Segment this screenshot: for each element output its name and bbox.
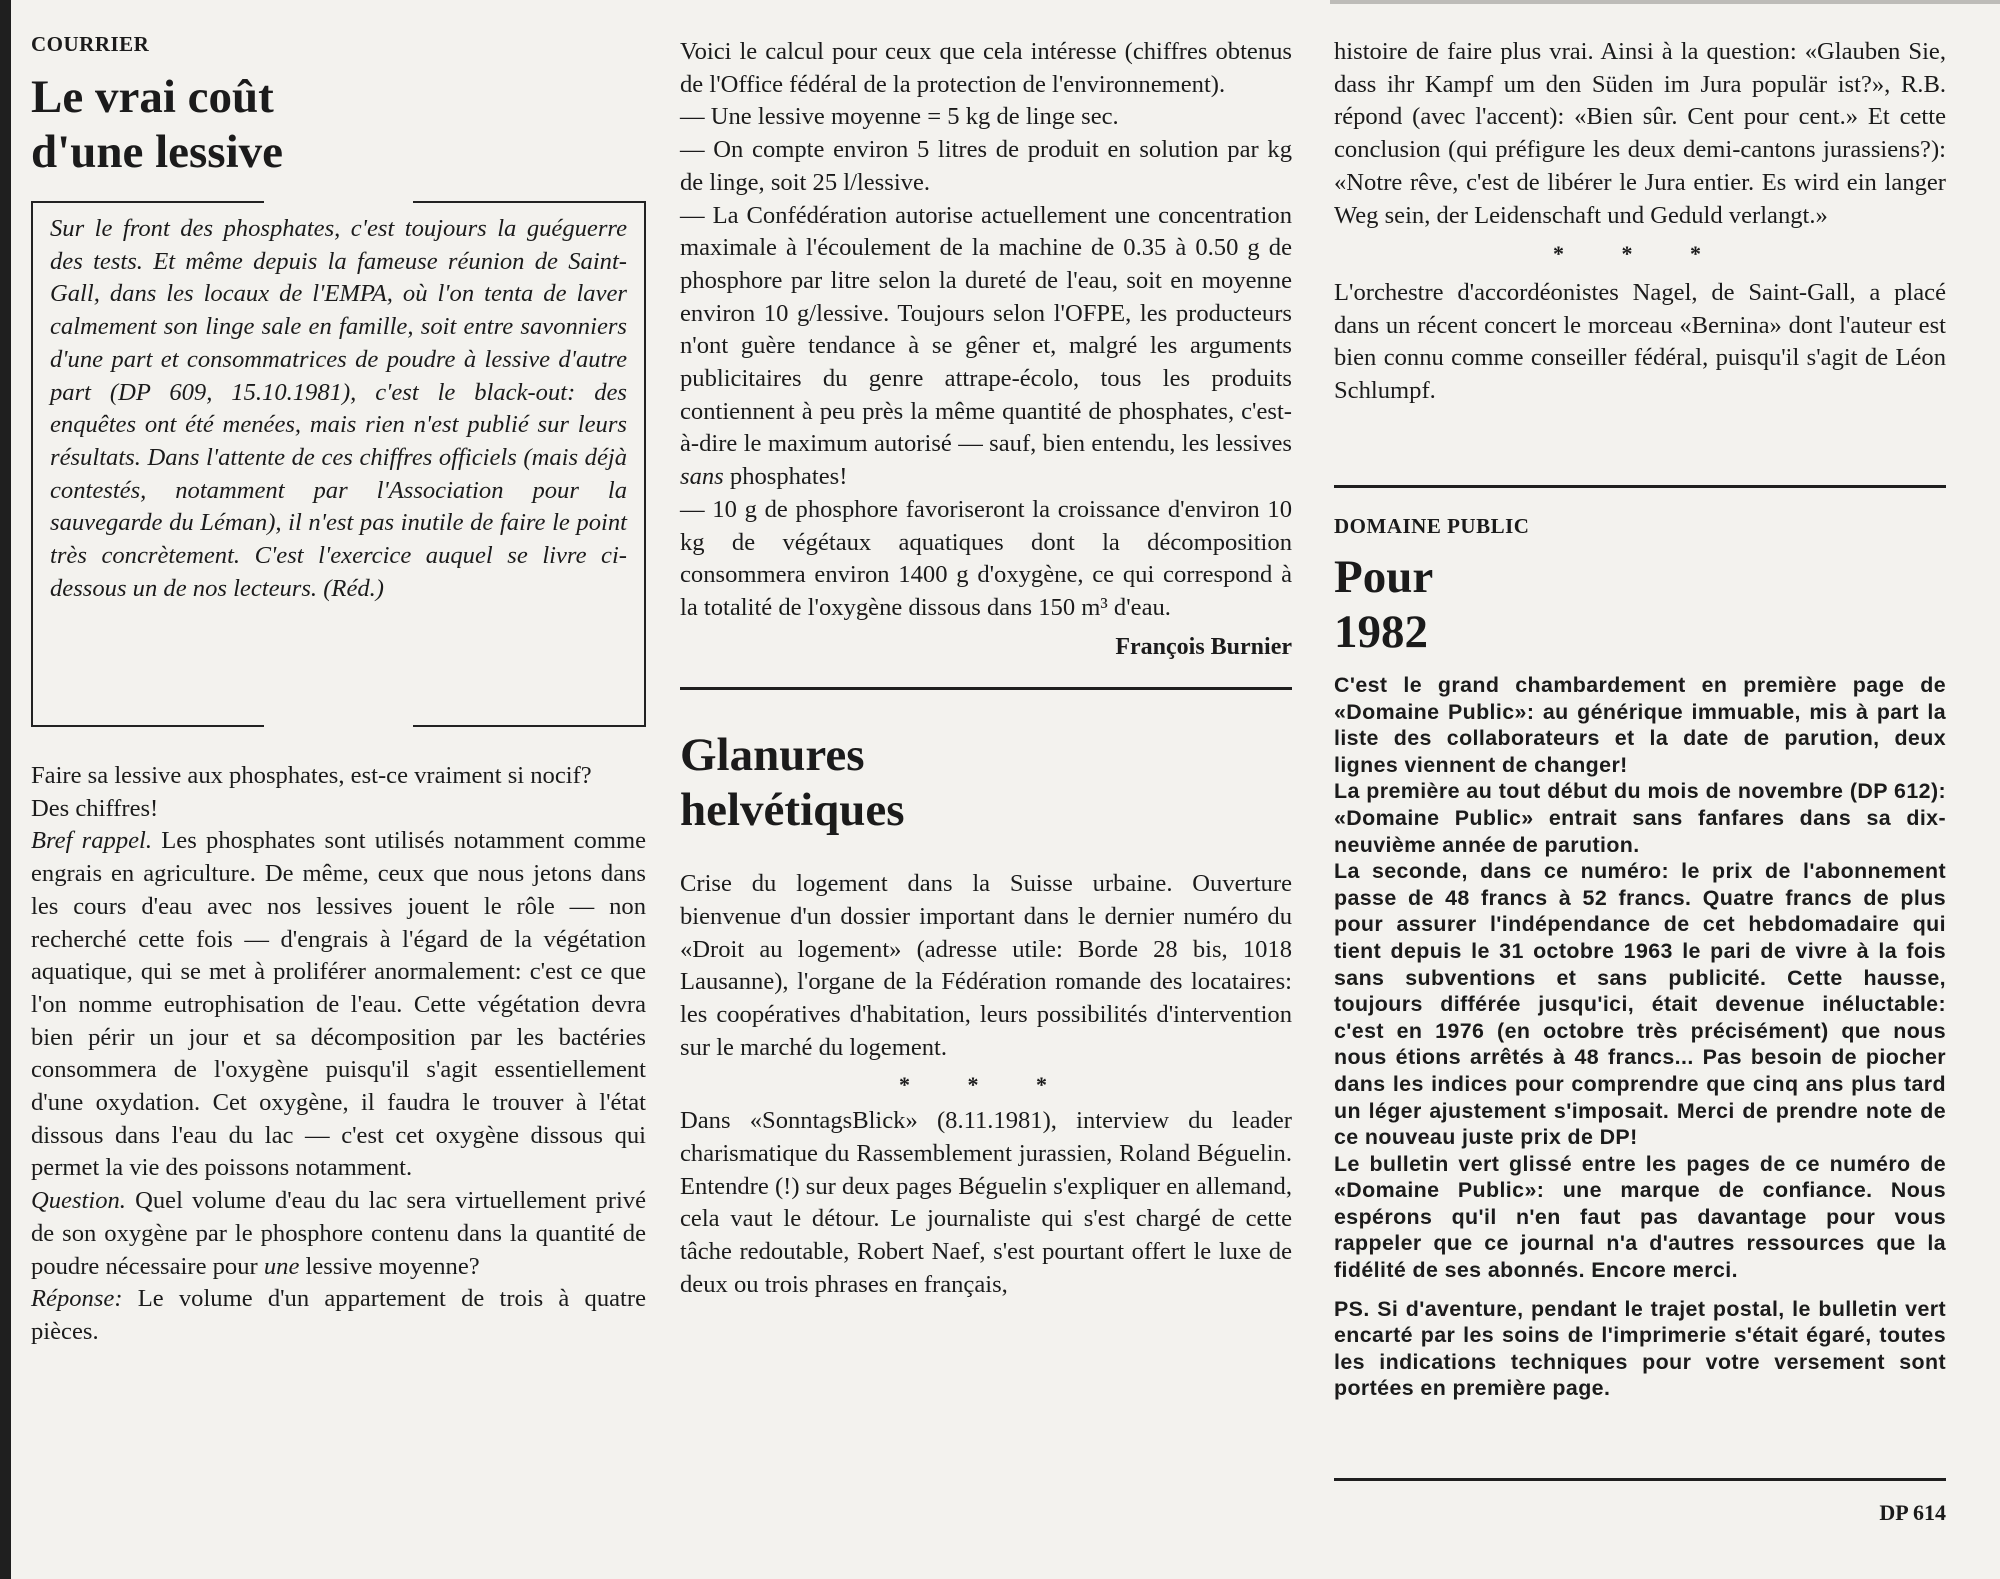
article1-body: [31, 760, 646, 1349]
bottom-rule-col3: [1334, 1478, 1946, 1481]
title-glanures-line-1: Glanures: [680, 729, 865, 782]
scan-binding-edge: [0, 0, 11, 1579]
intro-box-top-rule-right: [413, 201, 646, 203]
section-divider-col3: [1334, 485, 1946, 488]
page-reference: DP 614: [1879, 1500, 1946, 1525]
text-bref-rappel: Les phosphates sont utilisés notamment comme engrais en agriculture. De même, ceux que nous jetons dans les cours d'eau avec nos lessives jouent le rôle — non recherché cette fois — d'engrais à l'égard de la végétation aquatique, qui se met à proliférer anormalement: c'est ce que l'on nomme eutrophisation de l'eau. Cette végétation devra bien périr un jour et sa décomposition par les bactéries consommera de l'oxygène puisqu'il s'agit essentiellement d'une oxydation. Cet oxygène, il faudra le trouver à l'état dissous dans l'eau du lac — c'est cet oxygène dissous qui permet la vie des poissons notamment.: [31, 827, 646, 1182]
scan-top-edge: [1330, 0, 2000, 4]
kicker-courrier: COURRIER: [31, 32, 150, 56]
paragraph-premiere-ligne: La première au tout début du mois de novembre (DP 612): «Domaine Public» entrait sans fanfares dans sa dix-neuvième année de parution.: [1334, 779, 1946, 857]
column-3: [1334, 36, 1946, 408]
paragraph-calcul: Voici le calcul pour ceux que cela intéresse (chiffres obtenus de l'Office fédéral de la protection de l'environnement).: [680, 38, 1292, 98]
title-glanures-line-2: helvétiques: [680, 784, 905, 837]
author-signature: François Burnier: [1115, 633, 1292, 660]
label-bref-rappel: Bref rappel.: [31, 827, 153, 855]
text-question-une: une: [263, 1252, 300, 1280]
paragraph-crise-logement: Crise du logement dans la Suisse urbaine. Ouverture bienvenue d'un dossier important dans le dernier numéro du «Droit au logement» (adresse utile: Borde 28 bis, 1018 Lausanne), l'organe de la Fédération romande des locataires: les coopératives d'habitation, leurs possibilités d'intervention sur le marché du logement.: [680, 870, 1292, 1061]
text-reponse: Le volume d'un appartement de trois à quatre pièces.: [31, 1285, 646, 1345]
paragraph-sonntagsblick-cont: histoire de faire plus vrai. Ainsi à la question: «Glauben Sie, dass ihr Kampf um den Süden im Jura populär ist?», R.B. répond (avec l'accent): «Bien sûr. Cent pour cent.» Et cette conclusion (qui préfigure les deux demi-cantons jurassiens?): «Notre rêve, c'est de libérer le Jura entier. Es wird ein langer Weg sein, der Leidenschaft und Geduld verlangt.»: [1334, 38, 1946, 229]
title-pour: Pour: [1334, 551, 1434, 603]
kicker-domaine-public: DOMAINE PUBLIC: [1334, 514, 1530, 538]
article-title-pour-1982: [1334, 550, 1433, 660]
text-question-b: lessive moyenne?: [299, 1252, 480, 1280]
separator-stars: * * *: [899, 1071, 1073, 1097]
label-question: Question.: [31, 1187, 126, 1215]
paragraph-bulletin-vert: Le bulletin vert glissé entre les pages de ce numéro de «Domaine Public»: une marque de confiance. Nous espérons qu'il n'en faut pas davantage pour vous rappeler que ce journal n'a d'autres ressources que la fidélité de ses abonnés. Encore merci.: [1334, 1151, 1946, 1283]
title-1982: 1982: [1334, 606, 1428, 658]
section-divider-col2: [680, 687, 1292, 690]
text-confederation-sans: sans: [680, 463, 724, 491]
paragraph-sonntagsblick: Dans «SonntagsBlick» (8.11.1981), interview du leader charismatique du Rassemblement jurassien, Roland Béguelin. Entendre (!) sur deux pages Béguelin s'expliquer en allemand, cela vaut le détour. Le journaliste qui s'est chargé de cette tâche redoutable, Robert Naef, s'est pourtant offert le luxe de deux ou trois phrases en français,: [680, 1107, 1292, 1298]
intro-text: Sur le front des phosphates, c'est toujours la guéguerre des tests. Et même depuis la fameuse réunion de Saint-Gall, dans les locaux de l'EMPA, où l'on tenta de laver calmement son linge sale en famille, soit entre savonniers d'une part et consommatrices de poudre à lessive d'autre part (DP 609, 15.10.1981), c'est le black-out: des enquêtes ont été menées, mais rien n'est publié sur leurs résultats. Dans l'attente de ces chiffres officiels (mais déjà contestés, notamment par l'Association pour la sauvegarde du Léman), il n'est pas inutile de faire le point très concrètement. C'est l'exercice auquel se livre ci-dessous un de nos lecteurs. (Réd.): [50, 215, 627, 602]
paragraph-question-nocif: Faire sa lessive aux phosphates, est-ce vraiment si nocif?: [31, 762, 592, 789]
text-confederation-a: — La Confédération autorise actuellement une concentration maximale à l'écoulement de la machine de 0.35 à 0.50 g de phosphore par litre selon la dureté de l'eau, soit en moyenne environ 10 g/lessive. Toujours selon l'OFPE, les producteurs n'ont guère tendance à se gêner et, malgré les arguments publicitaires du genre attrape-écolo, tous les produits contiennent à peu près la même quantité de phosphates, c'est-à-dire le maximum autorisé — sauf, bien entendu, les lessives: [680, 201, 1292, 458]
intro-box-top-rule-left: [31, 201, 264, 203]
intro-box-bottom-rule-left: [31, 725, 264, 727]
paragraph-lessive-moyenne: — Une lessive moyenne = 5 kg de linge sec.: [680, 103, 1119, 131]
paragraph-phosphore-croissance: — 10 g de phosphore favoriseront la croissance d'environ 10 kg de végétaux aquatiques dont la décomposition consommera environ 1400 g d'oxygène, ce qui correspond à la totalité de l'oxygène dissous dans 150 m³ d'eau.: [680, 495, 1292, 621]
intro-box-bottom-rule-right: [413, 725, 646, 727]
paragraph-reponse: [31, 1283, 646, 1348]
title-line-1: Le vrai coût: [31, 71, 274, 123]
paragraph-confederation: [680, 200, 1292, 494]
paragraph-orchestre: L'orchestre d'accordéonistes Nagel, de Saint-Gall, a placé dans un récent concert le morceau «Bernina» dont l'auteur est bien connu comme conseiller fédéral, puisqu'il s'agit de Léon Schlumpf.: [1334, 278, 1946, 405]
column-2: [680, 36, 1292, 1302]
label-reponse: Réponse:: [31, 1285, 123, 1313]
editorial-intro-box: [31, 203, 646, 725]
article-title-glanures: [680, 728, 1292, 838]
paragraph-seconde-ligne: La seconde, dans ce numéro: le prix de l'abonnement passe de 48 francs à 52 francs. Quatre francs de plus pour assurer l'indépendance de cet hebdomadaire qui tient depuis le 31 octobre 1963 le pari de vivre à la fois sans subventions et sans publicité. Cette hausse, toujours différée jusqu'ici, était devenue inéluctable: c'est en 1976 (en octobre très précisément) que nous nous étions arrêtés à 48 francs... Pas besoin de piocher dans les indices pour comprendre que cinq ans plus tard un léger ajustement s'imposait. Merci de prendre note de ce nouveau juste prix de DP!: [1334, 859, 1946, 1150]
text-question-a: Quel volume d'eau du lac sera virtuellement privé de son oxygène par le phosphore contenu dans la quantité de poudre nécessaire pour: [31, 1187, 646, 1280]
paragraph-des-chiffres: Des chiffres!: [31, 794, 159, 822]
paragraph-litres-produit: — On compte environ 5 litres de produit en solution par kg de linge, soit 25 l/lessive.: [680, 136, 1292, 196]
paragraph-question: [31, 1185, 646, 1283]
text-confederation-b: phosphates!: [723, 463, 848, 491]
title-line-2: d'une lessive: [31, 126, 284, 178]
article3-body: [1334, 672, 1946, 1402]
paragraph-bref-rappel: [31, 825, 646, 1185]
separator-stars-2: * * *: [1553, 241, 1727, 267]
paragraph-chambardement: C'est le grand chambardement en première page de «Domaine Public»: au générique immuable, mis à part la liste des collaborateurs et la date de parution, deux lignes viennent de changer!: [1334, 673, 1946, 777]
article-title-vrai-cout: [31, 70, 283, 180]
paragraph-postscript: PS. Si d'aventure, pendant le trajet postal, le bulletin vert encarté par les soins de l'imprimerie s'était égaré, toutes les indications techniques pour votre versement sont portées en première page.: [1334, 1296, 1946, 1401]
